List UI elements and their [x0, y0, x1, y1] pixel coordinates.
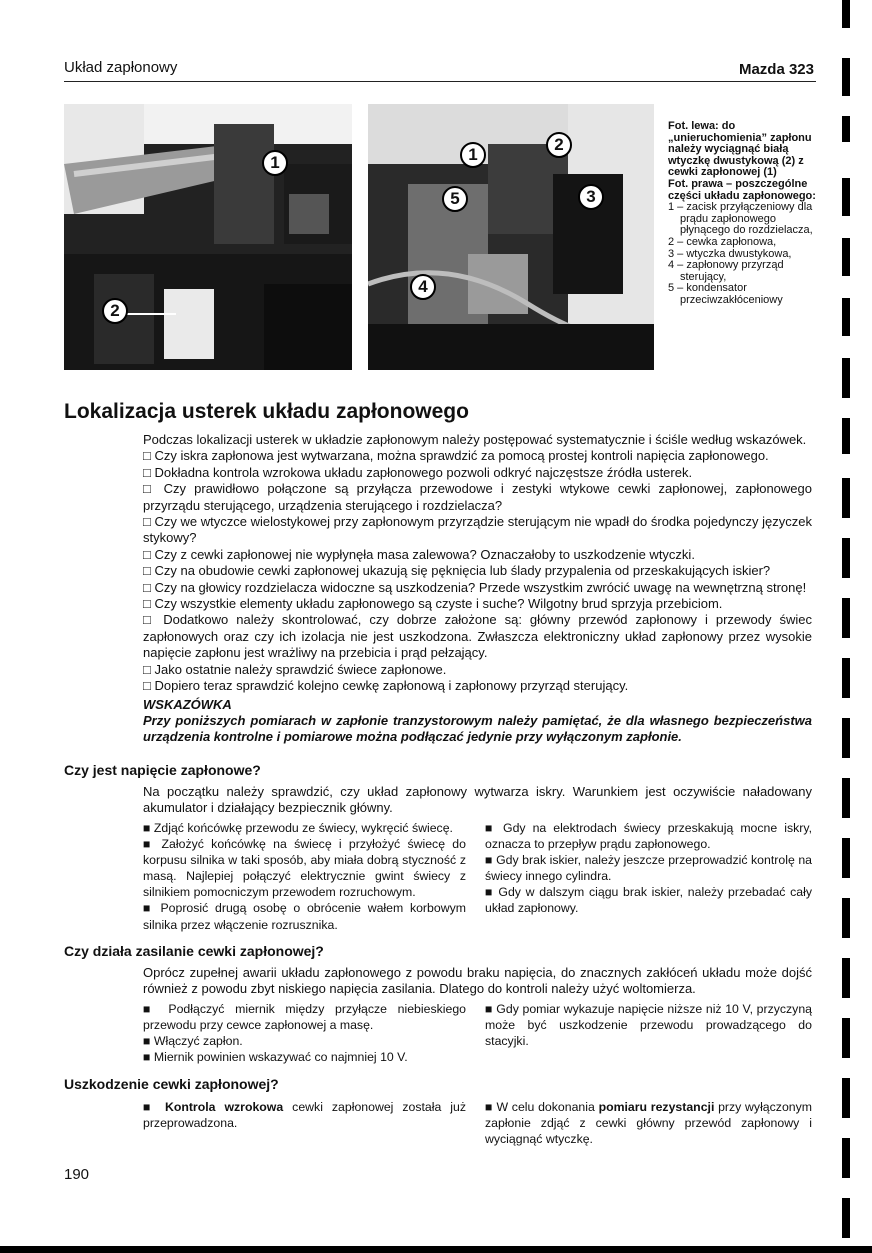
bold-phrase: pomiaru rezystancji	[598, 1100, 715, 1114]
edge-mark	[842, 958, 850, 998]
checklist-item: □ Czy wszystkie elementy układu zapłonowego są czyste i suche? Wilgotny brud sprzyja przebiciom.	[143, 596, 812, 612]
caption-item: 5 – kondensator przeciwzakłóceniowy	[668, 282, 783, 306]
caption-left: Fot. lewa: do „unieruchomienia” zapłonu należy wyciągnąć białą wtyczkę dwustykową (2) z cewki zapłonowej (1)	[668, 120, 812, 179]
checklist-item: □ Dokładna kontrola wzrokowa układu zapłonowego pozwoli odkryć najczęstsze źródła usterek.	[143, 465, 812, 481]
step-item: ■ Włączyć zapłon.	[143, 1033, 466, 1049]
edge-mark	[842, 658, 850, 698]
edge-mark	[842, 1198, 850, 1238]
photo-caption	[668, 121, 816, 307]
step-item	[485, 1099, 812, 1147]
engine-bay-illustration-left	[64, 104, 352, 370]
intro-paragraph: Podczas lokalizacji usterek w układzie zapłonowym należy postępować systematycznie i ściśle według wskazówek.	[143, 432, 807, 447]
step-item: ■ Podłączyć miernik między przyłącze niebieskiego przewodu przy cewce zapłonowej a masę.	[143, 1001, 466, 1033]
step-item: ■ Założyć końcówkę na świecę i przyłożyć świecę do korpusu silnika w taki sposób, aby miała dobrą styczność z masą. Najlepiej połączyć elektrycznie gwint świecy z silnikiem pomocniczym przewodem rozruchowym.	[143, 836, 466, 900]
section1-intro: Na początku należy sprawdzić, czy układ zapłonowy wytwarza iskry. Warunkiem jest oczywiście naładowany akumulator i działający bezpiecznik główny.	[143, 784, 812, 816]
edge-mark	[842, 1138, 850, 1178]
edge-mark	[842, 418, 850, 454]
edge-mark	[842, 478, 850, 518]
checklist-item: □ Czy we wtyczce wielostykowej przy zapłonowym przyrządzie sterującym nie wpadł do środka pojedynczy języczek stykowy?	[143, 514, 812, 547]
step-item: ■ Gdy brak iskier, należy jeszcze przeprowadzić kontrolę na świecy innego cylindra.	[485, 852, 812, 884]
section2-intro: Oprócz zupełnej awarii układu zapłonowego z powodu braku napięcia, do znacznych zakłóceń układu może dojść również z powodu zbyt niskiego napięcia zasilania. Dlatego do kontroli należy użyć woltomierza.	[143, 965, 812, 997]
callout-5: 5	[442, 186, 468, 212]
edge-mark	[842, 238, 850, 276]
note-text: Przy poniższych pomiarach w zapłonie tranzystorowym należy pamiętać, że dla własnego bezpieczeństwa urządzenia kontrolne i pomiarowe można podłączać jedynie przy wyłączonym zapłonie.	[143, 712, 812, 745]
step-text: cewki zapłonowej została już przeprowadzona.	[143, 1100, 467, 1131]
edge-mark	[842, 778, 850, 818]
caption-item: 2 – cewka zapłonowa,	[668, 235, 777, 248]
checklist-item: □ Czy z cewki zapłonowej nie wypłynęła masa zalewowa? Oznaczałoby to uszkodzenie wtyczki.	[143, 547, 812, 563]
photo-right	[368, 104, 654, 370]
edge-mark	[842, 898, 850, 938]
edge-mark	[842, 358, 850, 398]
section2-heading: Czy działa zasilanie cewki zapłonowej?	[64, 943, 324, 959]
step-item: ■ Zdjąć końcówkę przewodu ze świecy, wykręcić świecę.	[143, 820, 466, 836]
step-item: ■ Gdy w dalszym ciągu brak iskier, należy przebadać cały układ zapłonowy.	[485, 884, 812, 916]
section2-right-column	[485, 1001, 812, 1049]
callout-4: 4	[410, 274, 436, 300]
page-number: 190	[64, 1166, 90, 1183]
checklist-item: □ Dopiero teraz sprawdzić kolejno cewkę zapłonową i zapłonowy przyrząd sterujący.	[143, 678, 812, 694]
edge-mark	[842, 178, 850, 216]
caption-right-title: Fot. prawa – poszczególne części układu zapłonowego:	[668, 177, 816, 202]
section1-right-column	[485, 820, 812, 917]
edge-mark	[842, 838, 850, 878]
step-item: ■ Gdy pomiar wykazuje napięcie niższe niż 10 V, przyczyną może być uszkodzenie przewodu prowadzącego do stacyjki.	[485, 1001, 812, 1049]
engine-bay-illustration-right	[368, 104, 654, 370]
edge-mark	[842, 298, 850, 336]
callout-3: 3	[578, 184, 604, 210]
step-text: W celu dokonania	[496, 1100, 599, 1114]
checklist-item: □ Dodatkowo należy skontrolować, czy dobrze założone są: główny przewód zapłonowy i przewody świec zapłonowych oraz czy ich izolacja nie jest uszkodzona. Zwłaszcza elektroniczny układ zapłonowy przez wysokie napięcie zapłonu jest wrażliwy na przebicia i prąd pełzający.	[143, 612, 812, 661]
caption-item: 4 – zapłonowy przyrząd sterujący,	[668, 259, 784, 283]
edge-mark	[842, 1078, 850, 1118]
note-heading: WSKAZÓWKA	[143, 696, 232, 712]
edge-mark	[842, 718, 850, 758]
section1-left-column	[143, 820, 466, 933]
edge-mark	[842, 58, 850, 96]
section3-heading: Uszkodzenie cewki zapłonowej?	[64, 1076, 279, 1092]
section-title: Lokalizacja usterek układu zapłonowego	[64, 400, 469, 423]
section2-left-column	[143, 1001, 466, 1065]
step-text: przy wyłączonym zapłonie zdjąć z cewki główny przewód zapłonowy i wyciągnąć wtyczkę.	[485, 1100, 813, 1147]
bottom-edge	[0, 1246, 872, 1253]
section1-heading: Czy jest napięcie zapłonowe?	[64, 762, 261, 778]
edge-mark	[842, 538, 850, 578]
checklist-item: □ Czy prawidłowo połączone są przyłącza przewodowe i zestyki wtykowe cewki zapłonowej, zapłonowego przyrządu sterującego, urządzenia sterującego i rozdzielacza?	[143, 481, 812, 514]
step-item: ■ Gdy na elektrodach świecy przeskakują mocne iskry, oznacza to przepływ prądu zapłonowego.	[485, 820, 812, 852]
checklist-item: □ Czy iskra zapłonowa jest wytwarzana, można sprawdzić za pomocą prostej kontroli napięcia zapłonowego.	[143, 448, 812, 464]
edge-mark	[842, 1018, 850, 1058]
caption-item: 1 – zacisk przyłączeniowy dla prądu zapłonowego płynącego do rozdzielacza,	[668, 201, 813, 237]
step-item: ■ Miernik powinien wskazywać co najmniej 10 V.	[143, 1049, 466, 1065]
section3-left-column	[143, 1099, 466, 1131]
running-header: Układ zapłonowy	[64, 59, 178, 76]
checklist-item: □ Czy na obudowie cewki zapłonowej ukazują się pęknięcia lub ślady przypalenia od przeskakujących iskier?	[143, 563, 812, 579]
step-item: ■ Poprosić drugą osobę o obrócenie wałem korbowym silnika przez włączenie rozrusznika.	[143, 900, 466, 932]
checklist-item: □ Jako ostatnie należy sprawdzić świece zapłonowe.	[143, 662, 812, 678]
book-title: Mazda 323	[738, 61, 814, 78]
edge-mark	[842, 0, 850, 28]
section3-right-column	[485, 1099, 812, 1147]
checklist-item: □ Czy na głowicy rozdzielacza widoczne są uszkodzenia? Przede wszystkim zwrócić uwagę na wewnętrzną stronę!	[143, 580, 812, 596]
callout-1: 1	[460, 142, 486, 168]
bold-phrase: Kontrola wzrokowa	[164, 1100, 284, 1114]
callout-1: 1	[262, 150, 288, 176]
step-item	[143, 1099, 466, 1131]
callout-2: 2	[546, 132, 572, 158]
photo-left	[64, 104, 352, 370]
edge-mark	[842, 116, 850, 142]
header-rule	[64, 81, 816, 82]
caption-item: 3 – wtyczka dwustykowa,	[668, 247, 792, 260]
checklist-block	[143, 432, 812, 746]
edge-mark	[842, 598, 850, 638]
callout-2: 2	[102, 298, 128, 324]
